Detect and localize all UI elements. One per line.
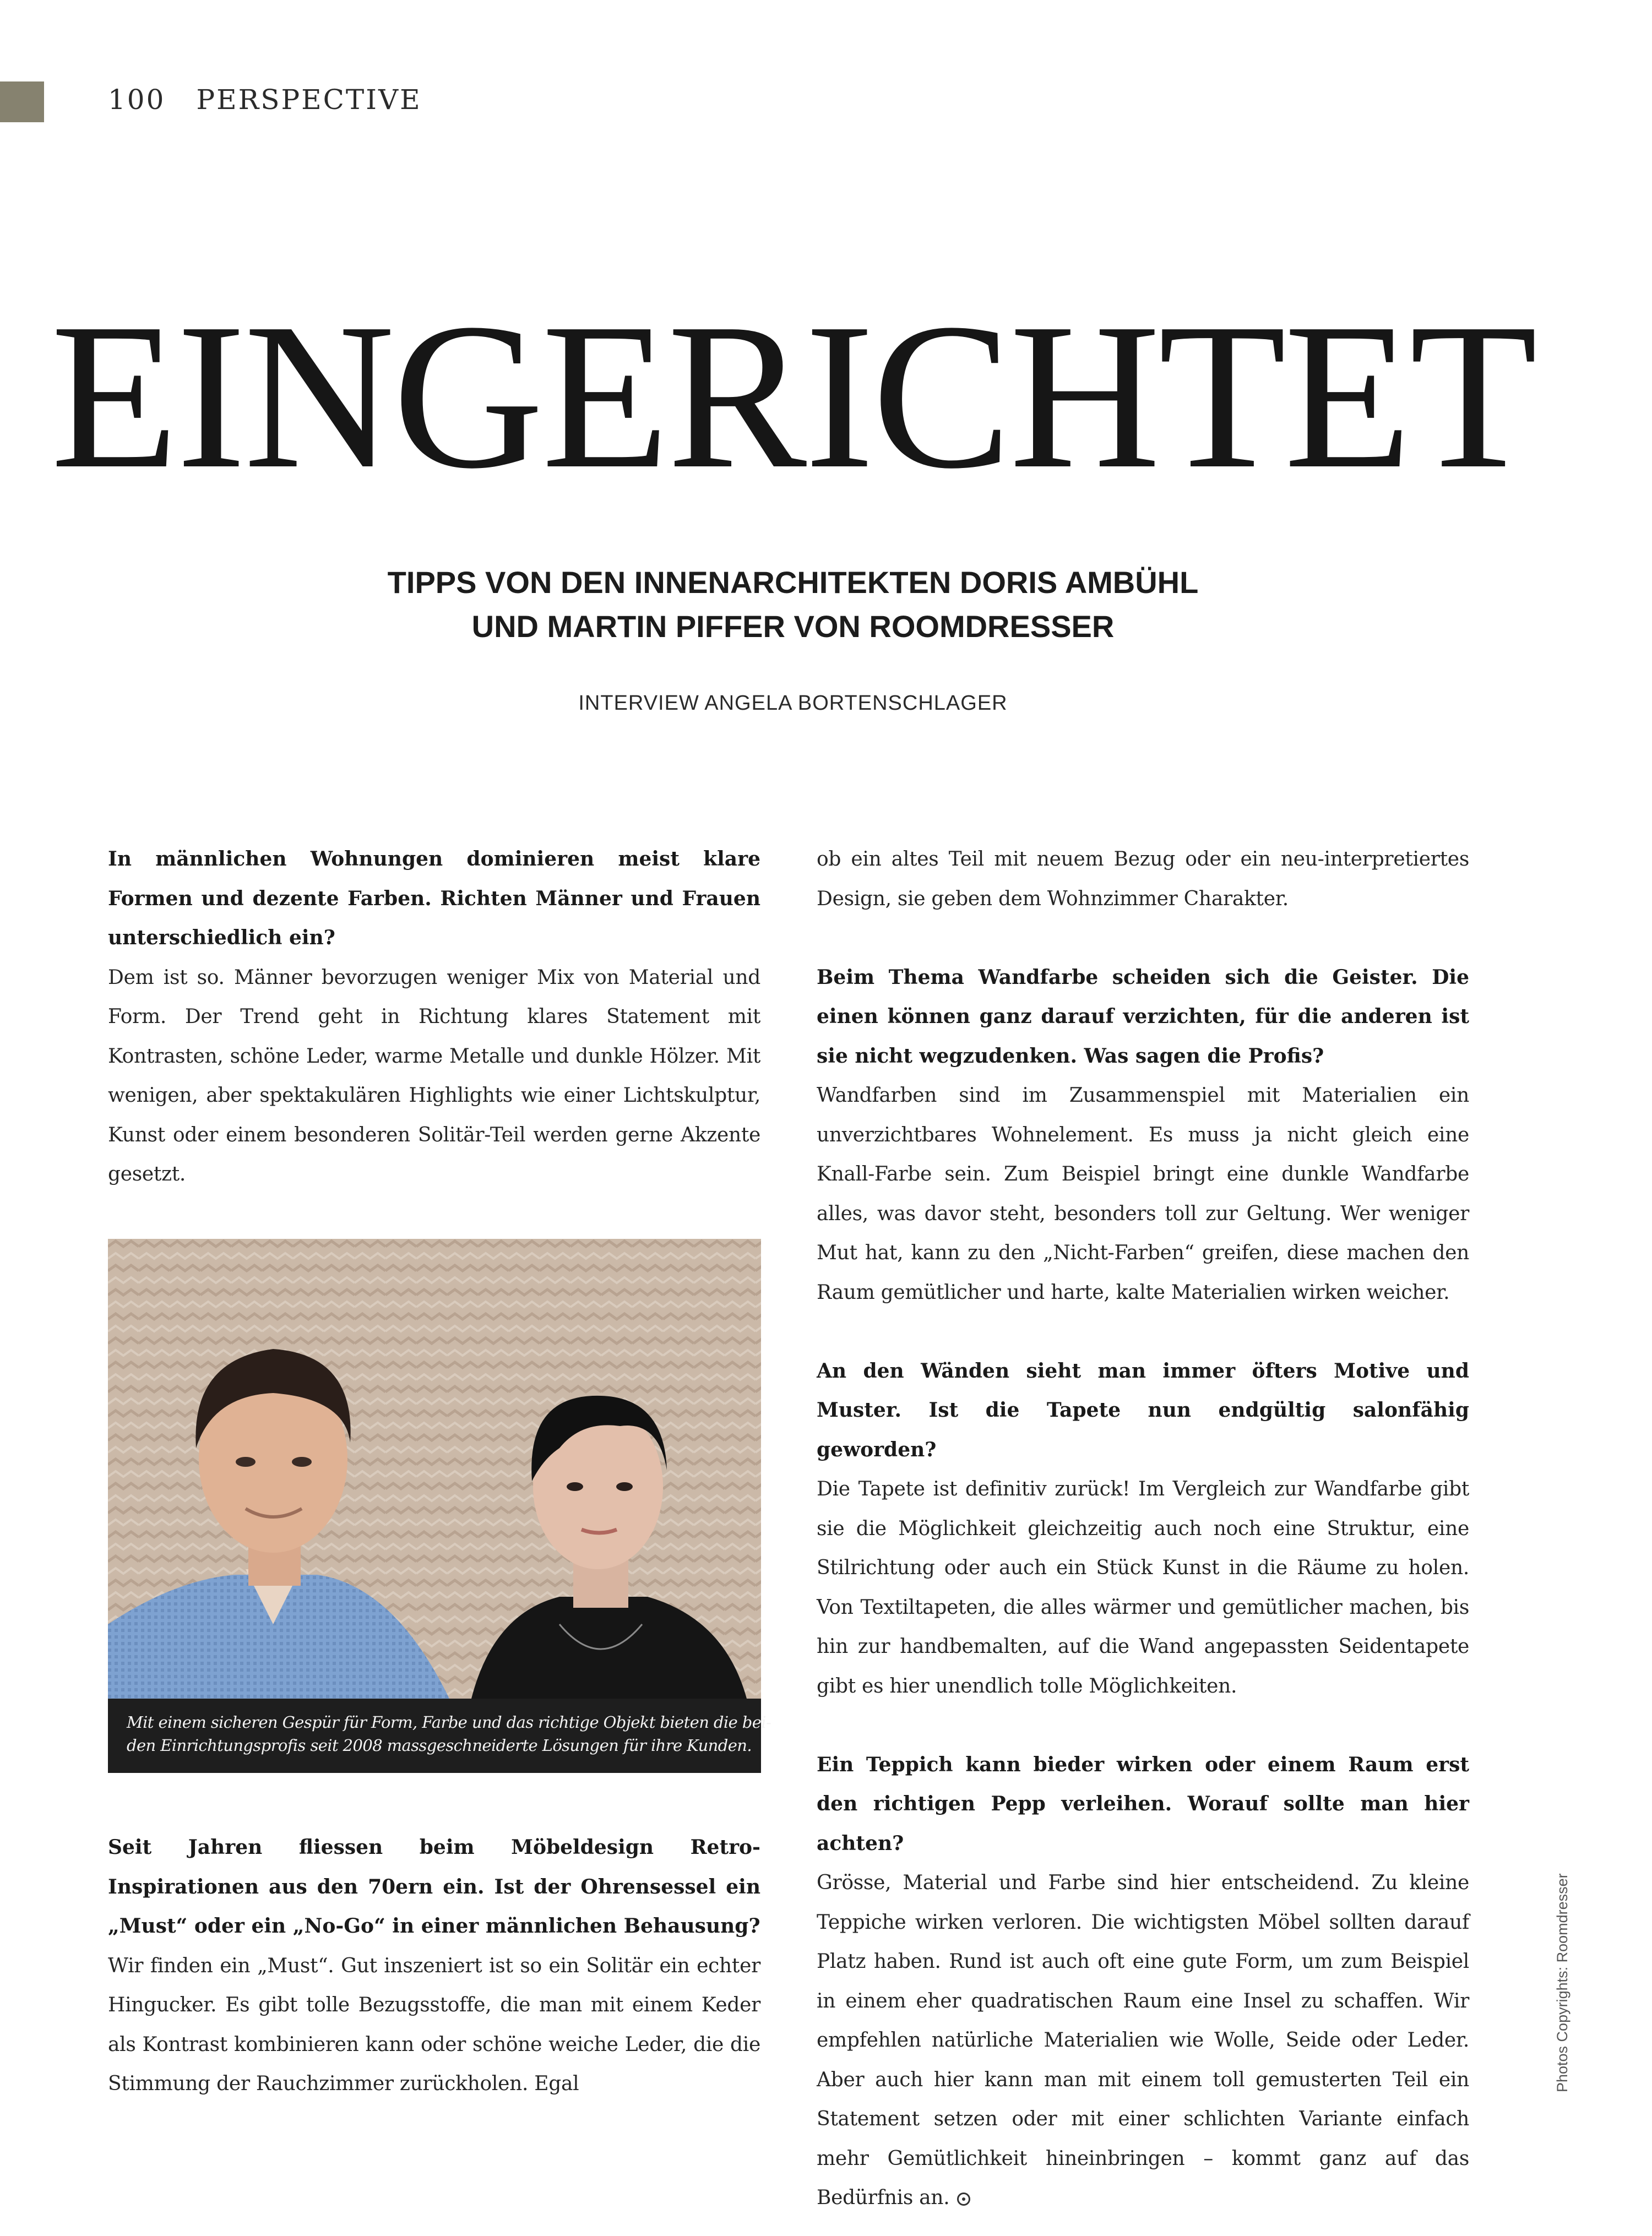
- question-wandfarbe: Beim Thema Wandfarbe scheiden sich die Geister. Die einen können ganz darauf verzichten, für die anderen ist sie nicht wegzudenken. Was sagen die Profis?: [817, 965, 1469, 1068]
- answer-ohrensessel: Wir finden ein „Must“. Gut inszeniert ist so ein Solitär ein echter Hingucker. Es gibt tolle Bezugsstoffe, die man mit einem Keder als Kontrast kombinieren kann oder schöne weiche Leder, die die Stimmung der Rauchzimmer zurückholen. Egal: [108, 1954, 760, 2095]
- question-tapete: An den Wänden sieht man immer öfters Motive und Muster. Ist die Tapete nun endgültig salonfähig geworden?: [817, 1359, 1469, 1461]
- answer-teppich: [817, 1863, 1469, 2218]
- portrait-photo: [108, 1239, 761, 1699]
- question-men-women: In männlichen Wohnungen dominieren meist klare Formen und dezente Farben. Richten Männer und Frauen unterschiedlich ein?: [108, 847, 760, 949]
- answer-teppich-text: Grösse, Material und Farbe sind hier entscheidend. Zu kleine Teppiche wirken verloren. Die wichtigsten Möbel sollten darauf Platz haben. Rund ist auch oft eine gute Form, um zum Beispiel in einem eher quadratischen Raum eine Insel zu schaffen. Wir empfehlen natürliche Materialien wie Wolle, Seide oder Leder. Aber auch hier kann man mit einem toll gemusterten Teil ein Statement setzen oder mit einer schlichten Variante einfach mehr Gemütlichkeit hineinbringen – kommt ganz auf das Bedürfnis an.: [817, 1872, 1469, 2209]
- column-1-top: [108, 840, 760, 1194]
- answer-men-women: Dem ist so. Männer bevorzugen weniger Mix von Material und Form. Der Trend geht in Richtung klares Statement mit Kontrasten, schöne Leder, warme Metalle und dunkle Hölzer. Mit wenigen, aber spektakulären Highlights wie einer Lichtskulptur, Kunst oder einem besonderen Solitär-Teil werden gerne Akzente gesetzt.: [108, 966, 760, 1185]
- section-tab: [0, 81, 44, 122]
- question-teppich: Ein Teppich kann bieder wirken oder einem Raum erst den richtigen Pepp verleihen. Worauf sollte man hier achten?: [817, 1753, 1469, 1855]
- question-ohrensessel: Seit Jahren fliessen beim Möbeldesign Retro-Inspirationen aus den 70ern ein. Ist der Ohrensessel ein „Must“ oder ein „No-Go“ in einer männlichen Behausung?: [108, 1836, 760, 1938]
- column-2: [817, 840, 1469, 2218]
- section-name: PERSPECTIVE: [196, 84, 422, 116]
- caption-line-1: Mit einem sicheren Gespür für Form, Farbe und das richtige Objekt bieten die bei-: [127, 1713, 771, 1732]
- subtitle-line-2: UND MARTIN PIFFER VON ROOMDRESSER: [471, 609, 1115, 644]
- end-of-article-icon: [957, 2193, 970, 2206]
- photo-caption: [108, 1699, 771, 1773]
- folio: [108, 84, 422, 116]
- answer-ohrensessel-continued: ob ein altes Teil mit neuem Bezug oder ein neu-interpretiertes Design, sie geben dem Wohnzimmer Charakter.: [817, 848, 1469, 910]
- subtitle-line-1: TIPPS VON DEN INNENARCHITEKTEN DORIS AMBÜHL: [387, 565, 1199, 600]
- photo-credit: Photos Copyrights: Roomdresser: [1554, 1873, 1571, 2092]
- article-title: EINGERICHTET: [51, 280, 1535, 512]
- page-number: 100: [108, 84, 166, 116]
- answer-tapete: Die Tapete ist definitiv zurück! Im Vergleich zur Wandfarbe gibt sie die Möglichkeit gleichzeitig auch noch eine Struktur, eine Stilrichtung oder auch ein Stück Kunst in die Räume zu holen. Von Textiltapeten, die alles wärmer und gemütlicher machen, bis hin zur handbemalten, auf die Wand angepassten Seidentapete gibt es hier unendlich tolle Möglichkeiten.: [817, 1478, 1469, 1698]
- article-subtitle: [165, 561, 1421, 649]
- answer-wandfarbe: Wandfarben sind im Zusammenspiel mit Materialien ein unverzichtbares Wohnelement. Es muss ja nicht gleich eine Knall-Farbe sein. Zum Beispiel bringt eine dunkle Wandfarbe alles, was davor steht, besonders toll zur Geltung. Wer weniger Mut hat, kann zu den „Nicht-Farben“ greifen, diese machen den Raum gemütlicher und harte, kalte Materialien wirken weicher.: [817, 1084, 1469, 1304]
- caption-line-2: den Einrichtungsprofis seit 2008 massgeschneiderte Lösungen für ihre Kunden.: [127, 1736, 752, 1755]
- column-1-bottom: [108, 1828, 760, 2104]
- byline: INTERVIEW ANGELA BORTENSCHLAGER: [578, 692, 1008, 715]
